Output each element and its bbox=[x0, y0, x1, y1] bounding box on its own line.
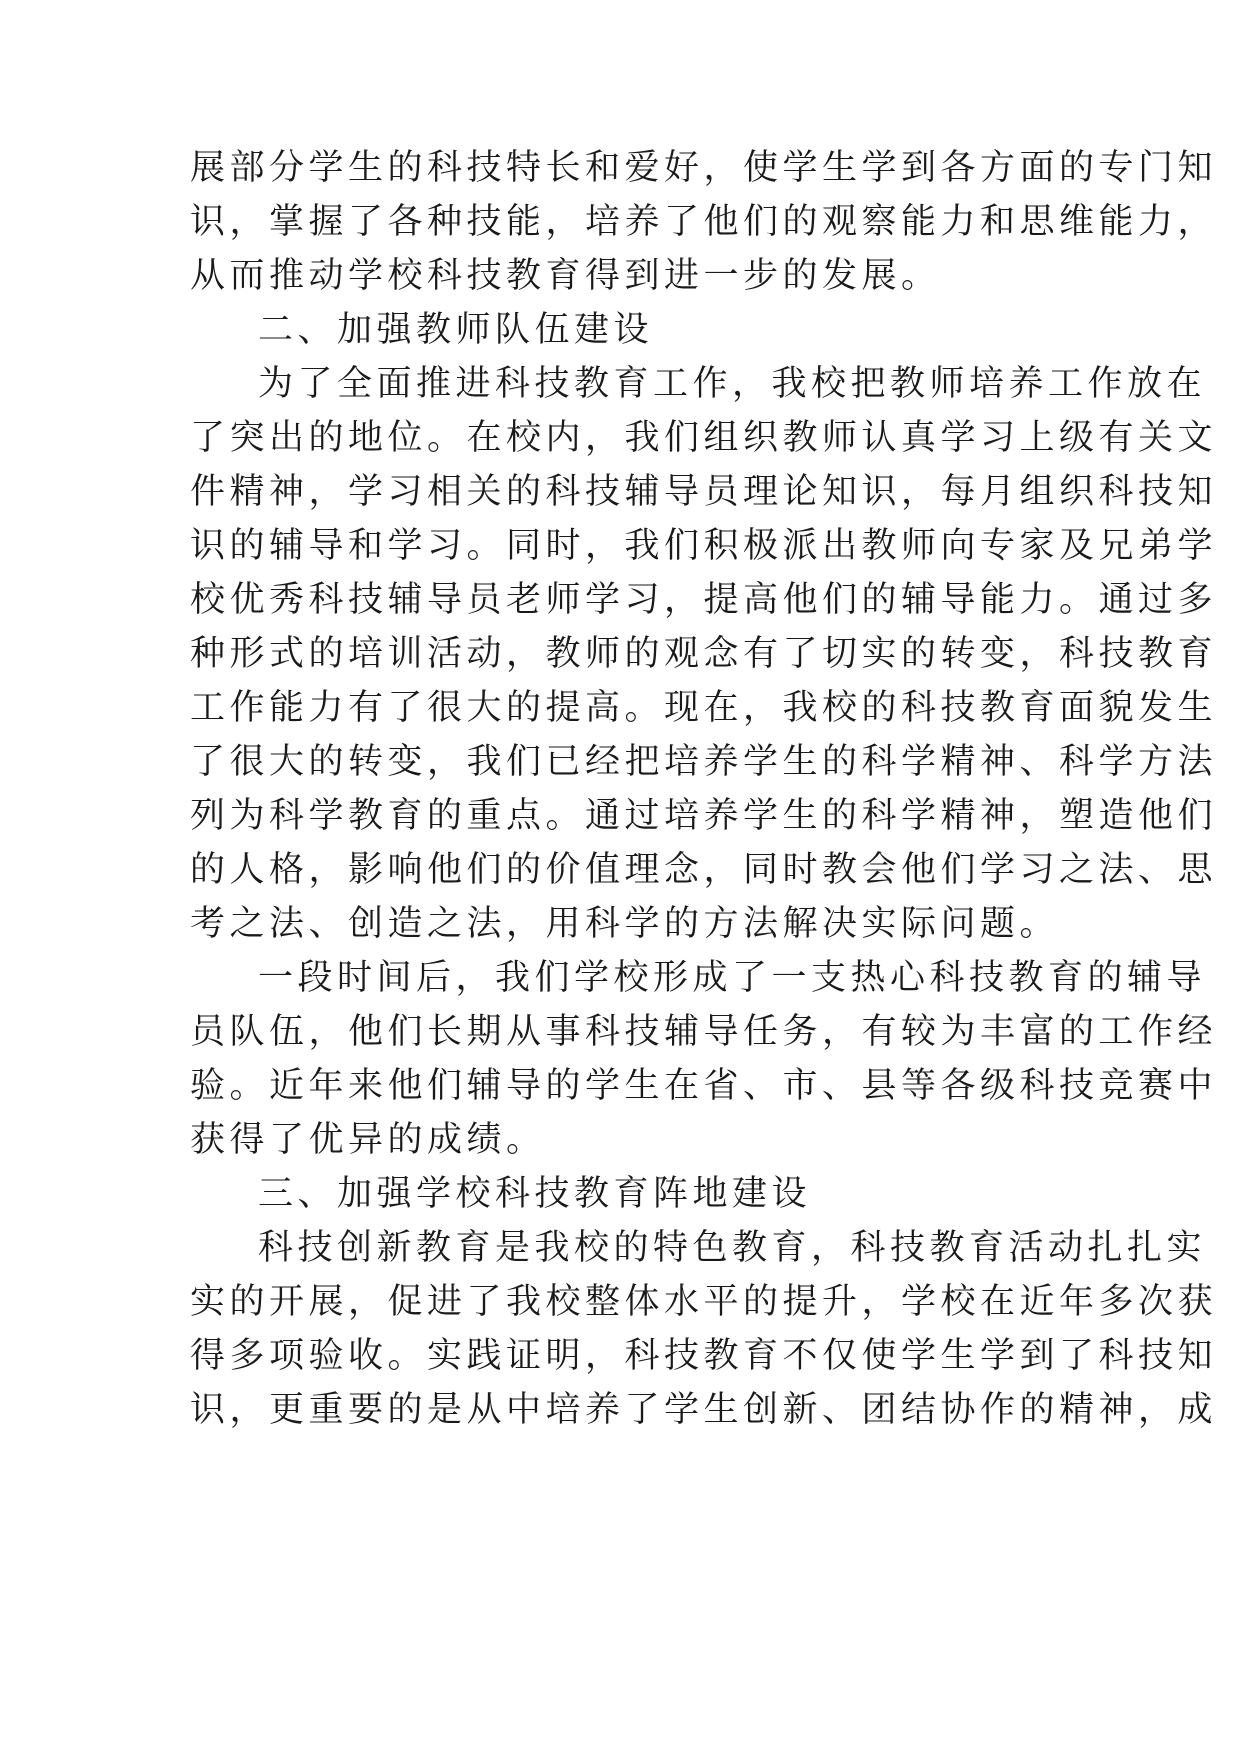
text-line: 列为科学教育的重点。通过培养学生的科学精神，塑造他们 bbox=[190, 796, 1218, 836]
text-line: 科技创新教育是我校的特色教育，科技教育活动扎扎实 bbox=[258, 1228, 1207, 1268]
section-heading: 三、加强学校科技教育阵地建设 bbox=[258, 1174, 812, 1214]
text-line: 了突出的地位。在校内，我们组织教师认真学习上级有关文 bbox=[190, 418, 1218, 458]
text-line: 获得了优异的成绩。 bbox=[190, 1120, 546, 1160]
text-line: 工作能力有了很大的提高。现在，我校的科技教育面貌发生 bbox=[190, 688, 1218, 728]
text-line: 一段时间后，我们学校形成了一支热心科技教育的辅导 bbox=[258, 958, 1207, 998]
text-line: 员队伍，他们长期从事科技辅导任务，有较为丰富的工作经 bbox=[190, 1012, 1218, 1052]
text-line: 件精神，学习相关的科技辅导员理论知识，每月组织科技知 bbox=[190, 472, 1218, 512]
section-heading: 二、加强教师队伍建设 bbox=[258, 310, 654, 350]
text-line: 验。近年来他们辅导的学生在省、市、县等各级科技竞赛中 bbox=[190, 1066, 1218, 1106]
text-line: 从而推动学校科技教育得到进一步的发展。 bbox=[190, 256, 941, 296]
text-line: 了很大的转变，我们已经把培养学生的科学精神、科学方法 bbox=[190, 742, 1218, 782]
text-line: 识，掌握了各种技能，培养了他们的观察能力和思维能力， bbox=[190, 202, 1218, 242]
text-line: 实的开展，促进了我校整体水平的提升，学校在近年多次获 bbox=[190, 1282, 1218, 1322]
text-line: 校优秀科技辅导员老师学习，提高他们的辅导能力。通过多 bbox=[190, 580, 1218, 620]
text-line: 识的辅导和学习。同时，我们积极派出教师向专家及兄弟学 bbox=[190, 526, 1218, 566]
text-line: 种形式的培训活动，教师的观念有了切实的转变，科技教育 bbox=[190, 634, 1218, 674]
text-line: 识，更重要的是从中培养了学生创新、团结协作的精神，成 bbox=[190, 1390, 1218, 1430]
text-line: 展部分学生的科技特长和爱好，使学生学到各方面的专门知 bbox=[190, 148, 1218, 188]
text-line: 考之法、创造之法，用科学的方法解决实际问题。 bbox=[190, 904, 1060, 944]
text-line: 的人格，影响他们的价值理念，同时教会他们学习之法、思 bbox=[190, 850, 1218, 890]
text-line: 为了全面推进科技教育工作，我校把教师培养工作放在 bbox=[258, 364, 1207, 404]
text-line: 得多项验收。实践证明，科技教育不仅使学生学到了科技知 bbox=[190, 1336, 1218, 1376]
